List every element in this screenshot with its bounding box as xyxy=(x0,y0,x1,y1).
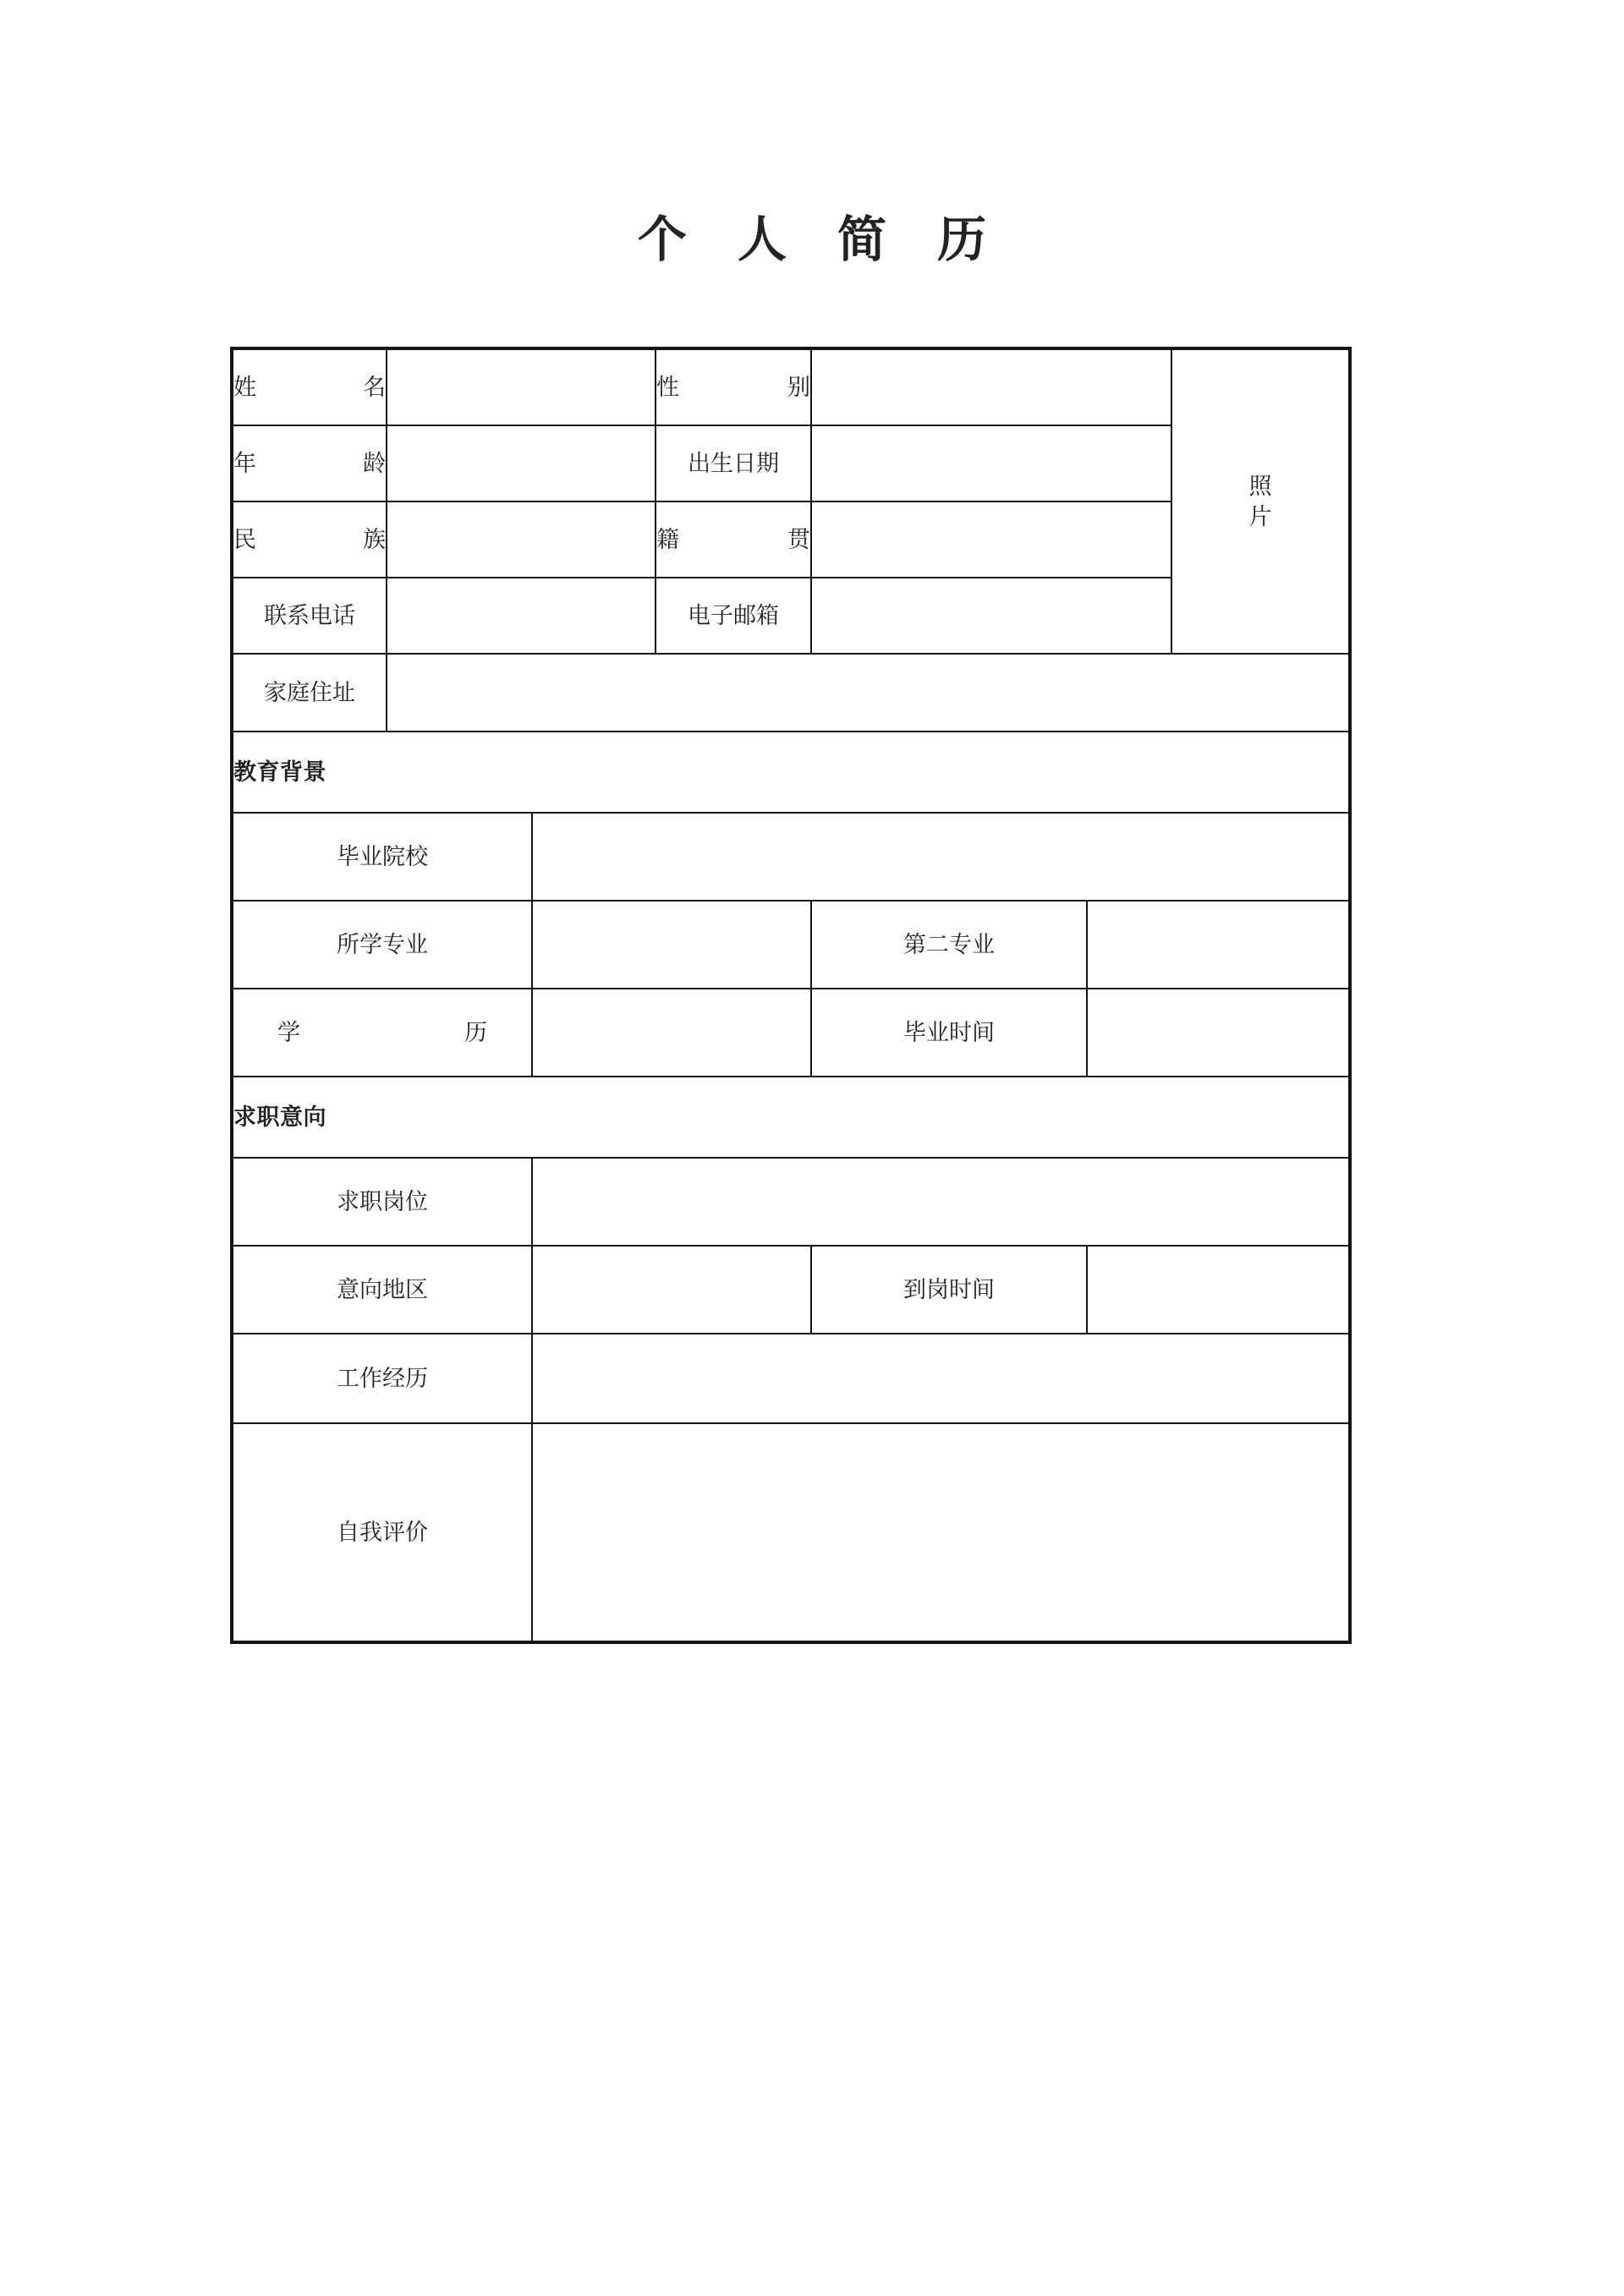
photo-char-2: 片 xyxy=(1248,504,1272,529)
label-degree: 学历 xyxy=(232,989,532,1077)
value-phone[interactable] xyxy=(387,578,656,654)
value-name[interactable] xyxy=(387,348,656,425)
label-phone: 联系电话 xyxy=(232,578,387,654)
label-hometown: 籍贯 xyxy=(656,501,811,578)
value-major[interactable] xyxy=(532,901,811,989)
label-arrival-time: 到岗时间 xyxy=(811,1246,1087,1334)
label-position: 求职岗位 xyxy=(232,1158,532,1246)
section-header-education: 教育背景 xyxy=(232,732,1350,813)
table-row-degree xyxy=(232,989,1350,1077)
label-major: 所学专业 xyxy=(232,901,532,989)
value-email[interactable] xyxy=(811,578,1171,654)
table-row-work-experience xyxy=(232,1334,1350,1423)
value-age[interactable] xyxy=(387,425,656,501)
table-row-region xyxy=(232,1246,1350,1334)
value-work-experience[interactable] xyxy=(532,1334,1350,1423)
table-row-school xyxy=(232,813,1350,901)
section-header-job-intention: 求职意向 xyxy=(232,1077,1350,1158)
value-graduation-time[interactable] xyxy=(1087,989,1350,1077)
table-row-self-evaluation xyxy=(232,1423,1350,1642)
label-birthdate: 出生日期 xyxy=(656,425,811,501)
value-address[interactable] xyxy=(387,654,1350,732)
table-row-major xyxy=(232,901,1350,989)
value-second-major[interactable] xyxy=(1087,901,1350,989)
value-self-evaluation[interactable] xyxy=(532,1423,1350,1642)
section-header-job-row xyxy=(232,1077,1350,1158)
label-second-major: 第二专业 xyxy=(811,901,1087,989)
value-degree[interactable] xyxy=(532,989,811,1077)
section-header-education-row xyxy=(232,732,1350,813)
table-row-address xyxy=(232,654,1350,732)
label-name: 姓名 xyxy=(232,348,387,425)
label-self-evaluation: 自我评价 xyxy=(232,1423,532,1642)
page-title: 个 人 简 历 xyxy=(637,212,1006,267)
label-address: 家庭住址 xyxy=(232,654,387,732)
label-ethnicity: 民族 xyxy=(232,501,387,578)
photo-placeholder[interactable] xyxy=(1171,348,1350,654)
value-birthdate[interactable] xyxy=(811,425,1171,501)
label-age: 年龄 xyxy=(232,425,387,501)
resume-table xyxy=(230,347,1352,1644)
label-work-experience: 工作经历 xyxy=(232,1334,532,1423)
value-hometown[interactable] xyxy=(811,501,1171,578)
value-arrival-time[interactable] xyxy=(1087,1246,1350,1334)
table-row-position xyxy=(232,1158,1350,1246)
value-gender[interactable] xyxy=(811,348,1171,425)
label-region: 意向地区 xyxy=(232,1246,532,1334)
label-gender: 性别 xyxy=(656,348,811,425)
label-graduation-time: 毕业时间 xyxy=(811,989,1087,1077)
value-region[interactable] xyxy=(532,1246,811,1334)
table-row-name xyxy=(232,348,1350,425)
photo-char-1: 照 xyxy=(1248,473,1272,499)
value-position[interactable] xyxy=(532,1158,1350,1246)
value-ethnicity[interactable] xyxy=(387,501,656,578)
label-email: 电子邮箱 xyxy=(656,578,811,654)
value-school[interactable] xyxy=(532,813,1350,901)
label-school: 毕业院校 xyxy=(232,813,532,901)
